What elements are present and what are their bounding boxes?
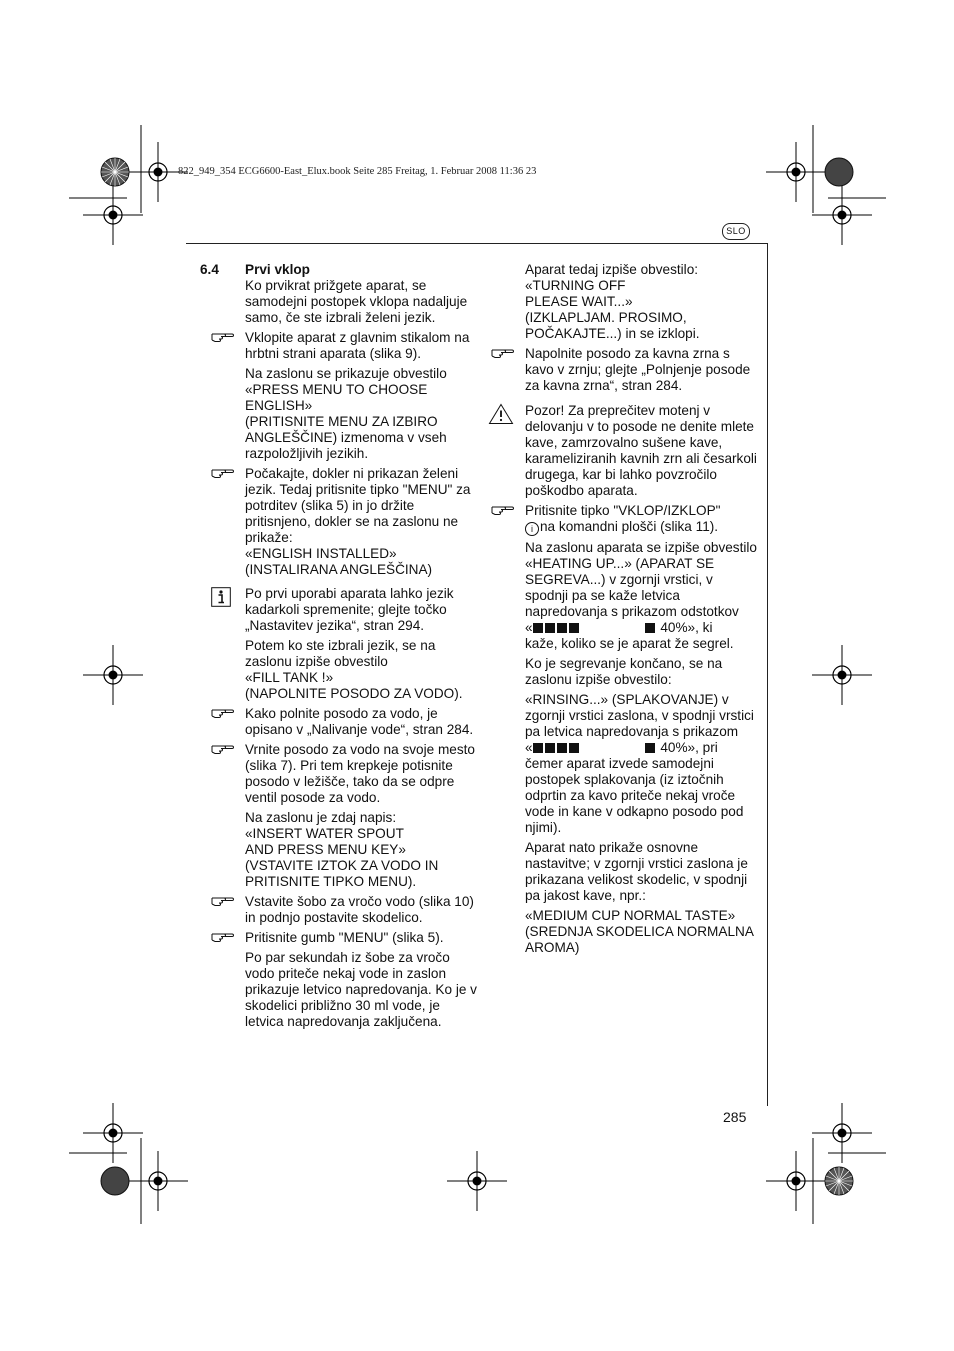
message-text: AND PRESS MENU KEY» xyxy=(245,842,406,857)
step-text: Vstavite šobo za vročo vodo (slika 10) in podnjo postavite skodelico. xyxy=(245,894,474,925)
message-text: PLEASE WAIT...» xyxy=(525,294,633,309)
step-text: Kako polnite posodo za vodo, je opisano v „Nalivanje vode“, stran 284. xyxy=(245,706,474,737)
progress-block xyxy=(533,623,543,633)
section-title: Prvi vklop xyxy=(245,262,310,277)
progress-block xyxy=(569,623,579,633)
display-message xyxy=(245,810,477,890)
display-message xyxy=(245,366,477,462)
section-number: 6.4 xyxy=(200,262,219,277)
progress-bar-line xyxy=(525,740,757,756)
step-item xyxy=(245,742,477,806)
pointing-hand-icon xyxy=(211,330,235,346)
intro-text: Ko prvikrat prižgete aparat, se samodejni postopek vklopa nadaljuje samo, če ste izbrali želeni jezik. xyxy=(245,278,468,325)
message-intro: Aparat tedaj izpiše obvestilo: xyxy=(525,262,699,277)
paragraph xyxy=(525,840,757,904)
warning-text: Pozor! Za preprečitev motenj v delovanju v to posode ne denite mlete kave, zamrzovalno sušene kave, karameliziranih kavnih zrn ali česarkoli drugega, kar bi lahko povzročilo poškodbo aparata. xyxy=(525,403,757,498)
message-text: «MEDIUM CUP NORMAL TASTE» xyxy=(525,908,736,923)
message-text: «ENGLISH INSTALLED» xyxy=(245,546,397,561)
step-text: Pritisnite gumb "MENU" (slika 5). xyxy=(245,930,444,945)
step-text: Vrnite posodo za vodo na svoje mesto (slika 7). Pri tem krepkeje potisnite posodo v ležišče, tako da se odpre ventil posode za vodo. xyxy=(245,742,475,805)
message-translation: (IZKLAPLJAM. PROSIMO, POČAKAJTE...) in se izklopi. xyxy=(525,310,700,341)
message-translation: (VSTAVITE IZTOK ZA VODO IN PRITISNITE TIPKO MENU). xyxy=(245,858,439,889)
column-rule xyxy=(767,243,768,1106)
warning-triangle-icon xyxy=(488,403,514,425)
step-item xyxy=(525,503,757,536)
progress-block xyxy=(557,623,567,633)
right-column xyxy=(525,262,757,960)
step-text: Napolnite posodo za kavna zrna s kavo v zrnju; glejte „Polnjenje posode za kavna zrna“, stran 284. xyxy=(525,346,751,393)
paragraph-text: Po par sekundah iz šobe za vročo vodo priteče nekaj vode in zaslon prikazuje letvico napredovanja. Ko je v skodelici približno 30 ml vode, je letvica napredovanja zaključena. xyxy=(245,950,477,1029)
paragraph xyxy=(245,950,477,1030)
step-item xyxy=(245,706,477,738)
page-number: 285 xyxy=(723,1109,747,1125)
progress-percent-text: 40%», pri xyxy=(660,740,718,755)
message-intro: Potem ko ste izbrali jezik, se na zaslonu izpiše obvestilo xyxy=(245,638,436,669)
section-heading xyxy=(200,262,477,326)
paragraph-text: Ko je segrevanje končano, se na zaslonu izpiše obvestilo: xyxy=(525,656,723,687)
step-item xyxy=(245,930,477,946)
progress-block xyxy=(645,743,655,753)
pointing-hand-icon xyxy=(491,503,515,519)
paragraph-text: Aparat nato prikaže osnovne nastavitve; v zgornji vrstici zaslona je prikazana velikost skodelic, v spodnji pa jakost kave, npr.: xyxy=(525,840,748,903)
warning-item xyxy=(525,403,757,499)
message-text: «PRESS MENU TO CHOOSE ENGLISH» xyxy=(245,382,428,413)
step-text: Vklopite aparat z glavnim stikalom na hrbtni strani aparata (slika 9). xyxy=(245,330,470,361)
display-message xyxy=(245,638,477,702)
display-message xyxy=(525,262,757,342)
progress-block xyxy=(545,743,555,753)
message-translation: (INSTALIRANA ANGLEŠČINA) xyxy=(245,562,433,577)
left-column xyxy=(200,262,477,1034)
note-text: Po prvi uporabi aparata lahko jezik kadarkoli spremenite; glejte točko „Nastavitev jezika“, stran 294. xyxy=(245,586,454,633)
progress-block xyxy=(645,623,655,633)
message-text: «TURNING OFF xyxy=(525,278,626,293)
power-icon: i xyxy=(525,522,539,536)
message-text: čemer aparat izvede samodejni postopek splakovanja (iz iztočnih odprtin za kavo priteče nekaj vroče vode in kane v odkapno posodo pod njimi). xyxy=(525,756,744,835)
message-text: «FILL TANK !» xyxy=(245,670,334,685)
display-message xyxy=(525,540,757,652)
message-text: kaže, koliko se je aparat že segrel. xyxy=(525,636,734,651)
progress-block xyxy=(569,743,579,753)
message-text: Na zaslonu aparata se izpiše obvestilo «HEATING UP...» (APARAT SE SEGREVA...) v zgornji vrstici, v spodnji pa se kaže letvica napredovanja s prikazom odstotkov xyxy=(525,540,757,619)
progress-block xyxy=(533,743,543,753)
note-item xyxy=(245,586,477,634)
step-text-tail: na komandni plošči (slika 11). xyxy=(540,519,719,534)
progress-block xyxy=(545,623,555,633)
message-intro: Na zaslonu je zdaj napis: xyxy=(245,810,397,825)
message-translation: (SREDNJA SKODELICA NORMALNA AROMA) xyxy=(525,924,754,955)
pointing-hand-icon xyxy=(211,894,235,910)
pointing-hand-icon xyxy=(211,706,235,722)
pointing-hand-icon xyxy=(491,346,515,362)
message-intro: Na zaslonu se prikazuje obvestilo xyxy=(245,366,447,381)
display-message xyxy=(525,908,757,956)
step-text: Počakajte, dokler ni prikazan želeni jezik. Tedaj pritisnite tipko "MENU" za potrditev (slika 5) in jo držite pritisnjeno, dokler se na zaslonu ne prikaže: xyxy=(245,466,471,545)
message-text: «RINSING...» (SPLAKOVANJE) v zgornji vrstici zaslona, v spodnji vrstici pa letvica napredovanja s prikazom xyxy=(525,692,754,739)
progress-bar-line xyxy=(525,620,757,636)
progress-percent-text: 40%», ki xyxy=(660,620,713,635)
pointing-hand-icon xyxy=(211,466,235,482)
step-item xyxy=(525,346,757,394)
paragraph xyxy=(525,656,757,688)
step-item xyxy=(245,894,477,926)
step-item xyxy=(245,466,477,578)
display-message xyxy=(525,692,757,836)
step-text-continued xyxy=(525,519,757,536)
quote-mark: « xyxy=(525,620,533,635)
step-item xyxy=(245,330,477,362)
pointing-hand-icon xyxy=(211,742,235,758)
language-badge: SLO xyxy=(722,223,750,240)
top-rule xyxy=(186,243,768,244)
step-text: Pritisnite tipko "VKLOP/IZKLOP" xyxy=(525,503,721,518)
progress-block xyxy=(557,743,567,753)
message-translation: (NAPOLNITE POSODO ZA VODO). xyxy=(245,686,463,701)
message-text: «INSERT WATER SPOUT xyxy=(245,826,404,841)
message-translation: (PRITISNITE MENU ZA IZBIRO ANGLEŠČINE) izmenoma v vseh razpoložljivih jezikih. xyxy=(245,414,447,461)
file-slug: 822_949_354 ECG6600-East_Elux.book Seite 285 Freitag, 1. Februar 2008 11:36 23 xyxy=(178,166,537,177)
quote-mark: « xyxy=(525,740,533,755)
info-icon xyxy=(211,587,231,607)
pointing-hand-icon xyxy=(211,930,235,946)
